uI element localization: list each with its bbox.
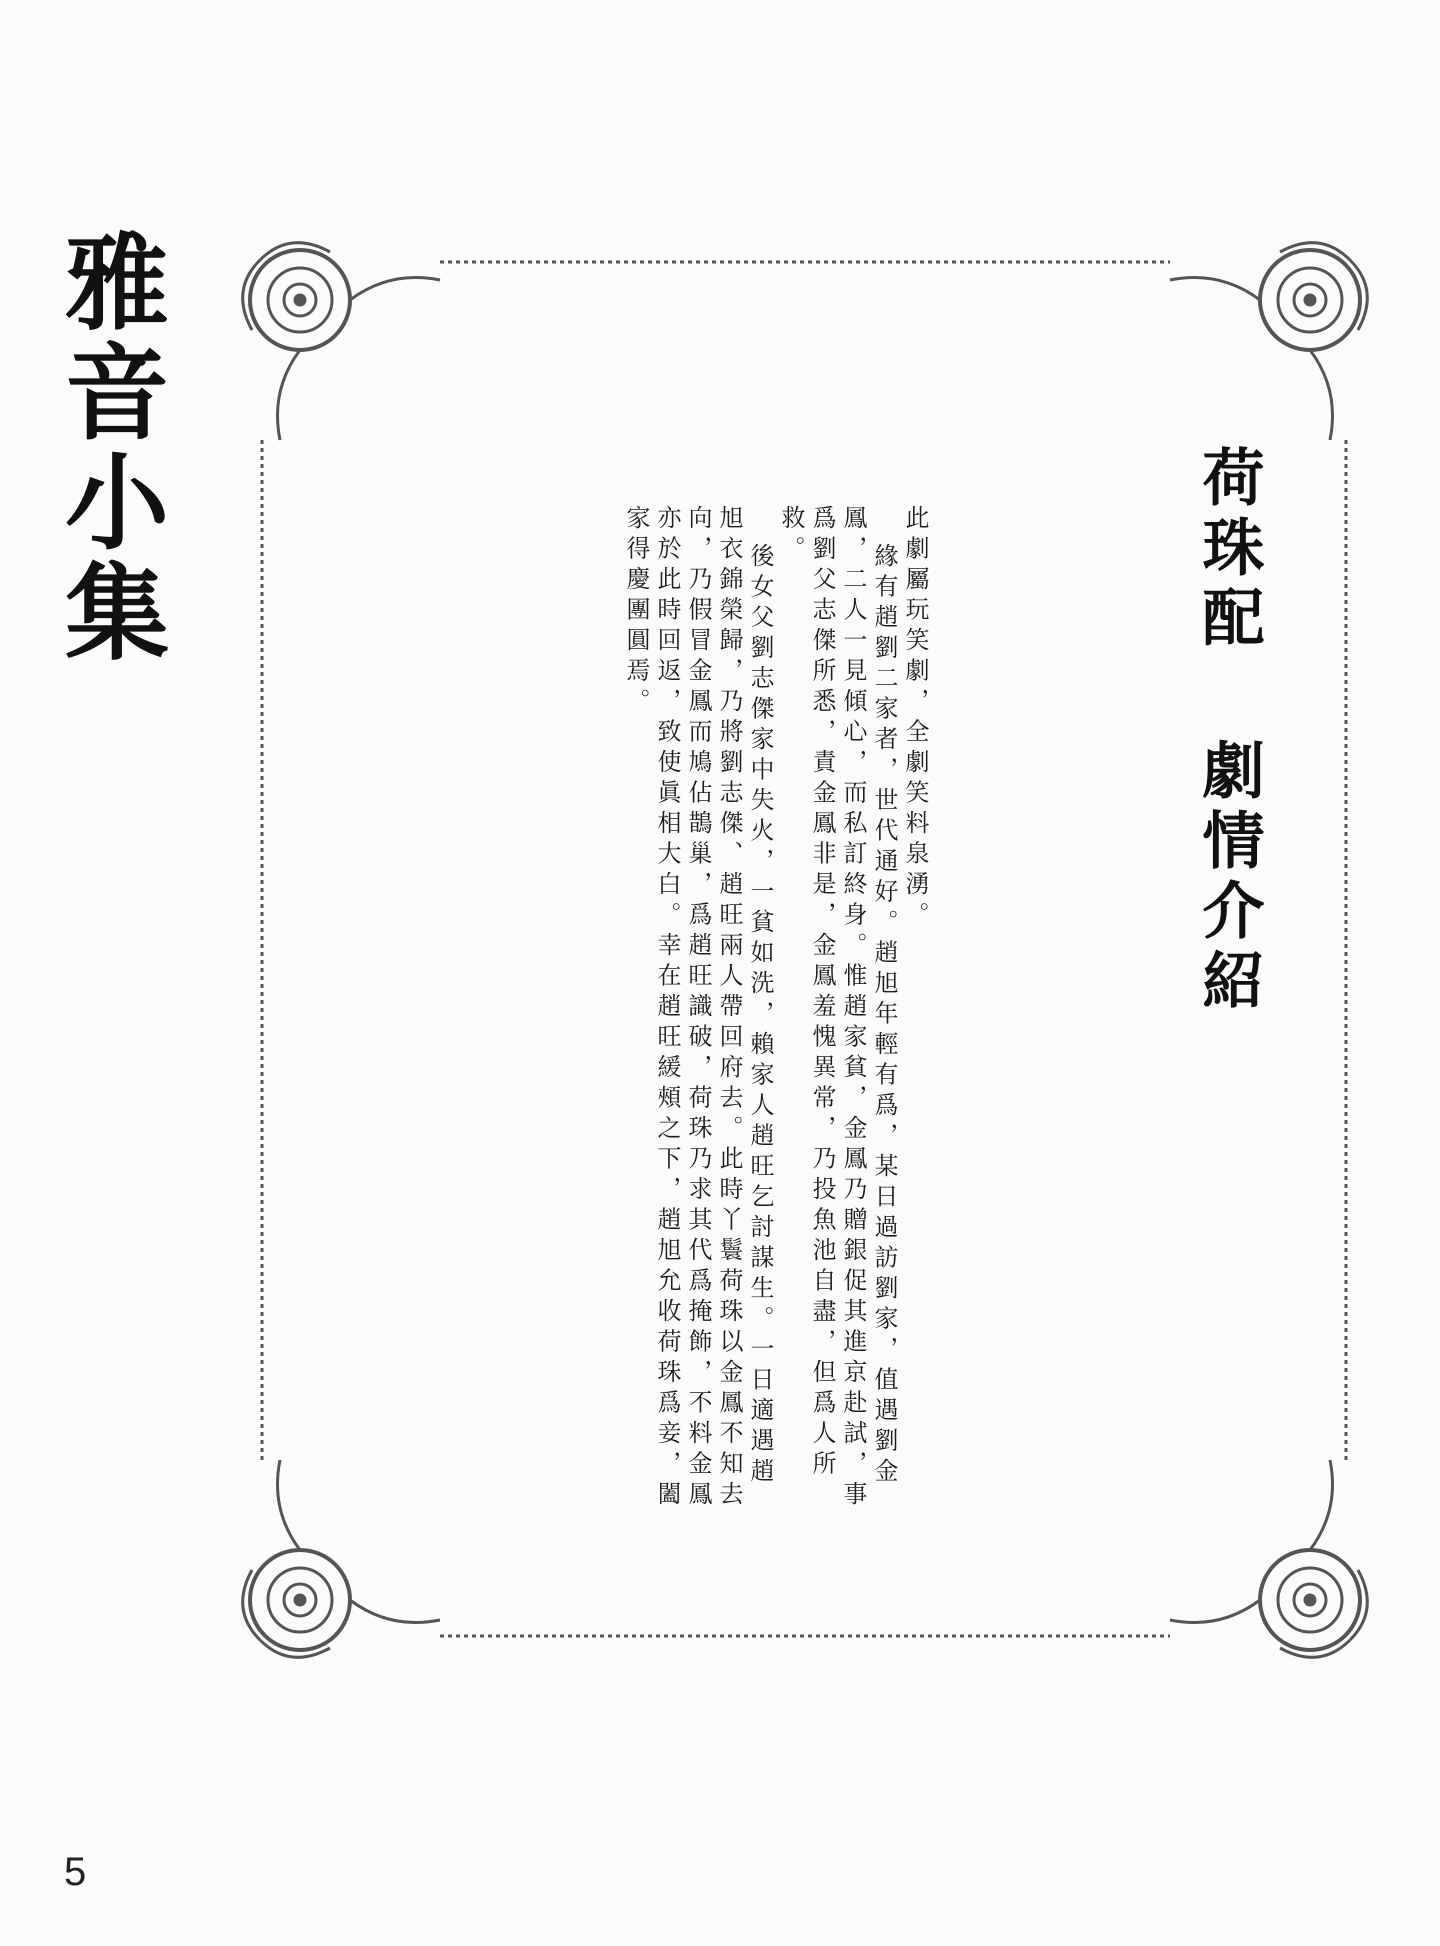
side-title: 雅音小集 <box>47 228 170 668</box>
heading-title: 荷珠配 <box>1192 445 1265 655</box>
paragraph-2: 緣有趙劉二家者，世代通好。趙旭年輕有爲，某日過訪劉家，值遇劉金鳳，二人一見傾心，而私訂終身。惟趙家貧，金鳳乃贈銀促其進京赴試，事爲劉父志傑所悉，責金鳳非是，金鳳羞愧異常，乃投魚池自盡，但爲人所救。 <box>777 505 898 1512</box>
paragraph-3: 後女父劉志傑家中失火，一貧如洗，賴家人趙旺乞討謀生。一日適遇趙旭衣錦榮歸，乃將劉志傑、趙旺兩人帶回府去。此時丫鬟荷珠以金鳳不知去向，乃假冒金鳳而鳩佔鵲巢，爲趙旺識破，荷珠乃求其代爲掩飾，不料金鳳亦於此時回返，致使眞相大白。幸在趙旺緩頰之下，趙旭允收荷珠爲妾，闔家得慶團圓焉。 <box>622 505 774 1512</box>
page-number: 5 <box>64 1850 87 1894</box>
paragraph-1: 此劇屬玩笑劇，全劇笑料泉湧。 <box>901 505 929 932</box>
heading-subtitle: 劇情介紹 <box>1192 738 1265 1018</box>
synopsis-text <box>622 505 930 1515</box>
